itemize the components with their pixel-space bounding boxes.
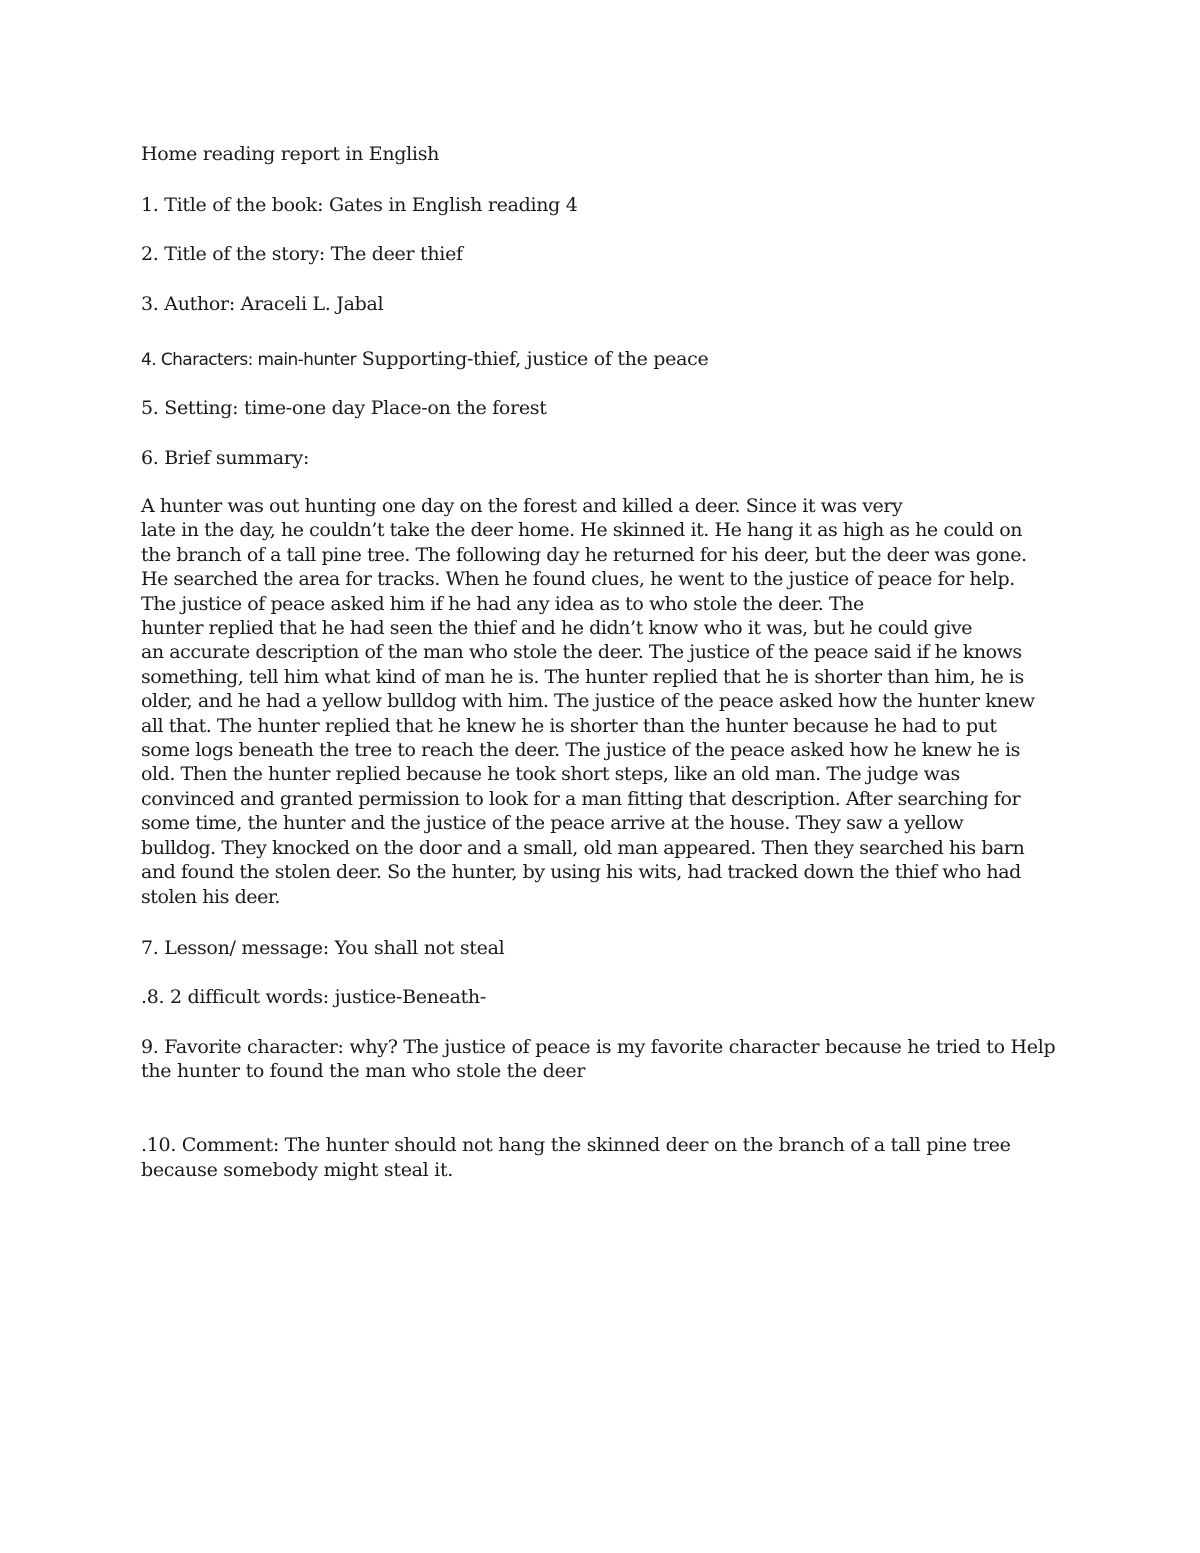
item-comment-line1: .10. Comment: The hunter should not hang the skinned deer on the branch of a tall pine tree — [141, 1134, 1011, 1156]
summary-line: A hunter was out hunting one day on the forest and killed a deer. Since it was very — [141, 495, 903, 517]
item-lesson: 7. Lesson/ message: You shall not steal — [141, 937, 505, 959]
summary-line: hunter replied that he had seen the thief and he didn’t know who it was, but he could give — [141, 617, 973, 640]
summary-line: old. Then the hunter replied because he took short steps, like an old man. The judge was — [141, 763, 960, 786]
item-book-title: 1. Title of the book: Gates in English reading 4 — [141, 194, 578, 216]
summary-line: the branch of a tall pine tree. The following day he returned for his deer, but the deer was gone. — [141, 543, 1027, 566]
characters-rest: Supporting-thief, justice of the peace — [356, 348, 709, 370]
item-author: 3. Author: Araceli L. Jabal — [141, 293, 384, 315]
summary-line: He searched the area for tracks. When he found clues, he went to the justice of peace for help. — [141, 568, 1015, 591]
summary-line: bulldog. They knocked on the door and a small, old man appeared. Then they searched his barn — [141, 836, 1025, 859]
summary-line: an accurate description of the man who stole the deer. The justice of the peace said if he knows — [141, 641, 1022, 664]
summary-line: The justice of peace asked him if he had any idea as to who stole the deer. The — [141, 592, 864, 615]
summary-paragraph — [141, 494, 1061, 909]
characters-label: 4. Characters: main-hunter — [141, 350, 356, 370]
summary-line: stolen his deer. — [141, 885, 281, 908]
summary-line: all that. The hunter replied that he knew he is shorter than the hunter because he had to put — [141, 714, 997, 737]
summary-line: convinced and granted permission to look for a man fitting that description. After searching for — [141, 787, 1021, 810]
summary-line: and found the stolen deer. So the hunter, by using his wits, had tracked down the thief who had — [141, 861, 1021, 884]
item-favorite-character-line1: 9. Favorite character: why? The justice of peace is my favorite character because he tried to Help — [141, 1036, 1056, 1058]
summary-line: late in the day, he couldn’t take the deer home. He skinned it. He hang it as high as he could on — [141, 519, 1022, 542]
item-setting: 5. Setting: time-one day Place-on the forest — [141, 397, 547, 419]
report-heading: Home reading report in English — [141, 143, 440, 165]
item-comment-line2: because somebody might steal it. — [141, 1159, 454, 1181]
item-characters — [141, 347, 708, 372]
item-story-title: 2. Title of the story: The deer thief — [141, 243, 463, 265]
item-favorite-character-line2: the hunter to found the man who stole the deer — [141, 1060, 586, 1082]
summary-line: something, tell him what kind of man he is. The hunter replied that he is shorter than him, he is — [141, 665, 1024, 688]
item-difficult-words: .8. 2 difficult words: justice-Beneath- — [141, 986, 486, 1008]
item-summary-label: 6. Brief summary: — [141, 447, 310, 469]
summary-line: some logs beneath the tree to reach the deer. The justice of the peace asked how he knew he is — [141, 739, 1020, 762]
summary-line: older, and he had a yellow bulldog with him. The justice of the peace asked how the hunter knew — [141, 690, 1035, 713]
summary-line: some time, the hunter and the justice of the peace arrive at the house. They saw a yellow — [141, 812, 964, 835]
